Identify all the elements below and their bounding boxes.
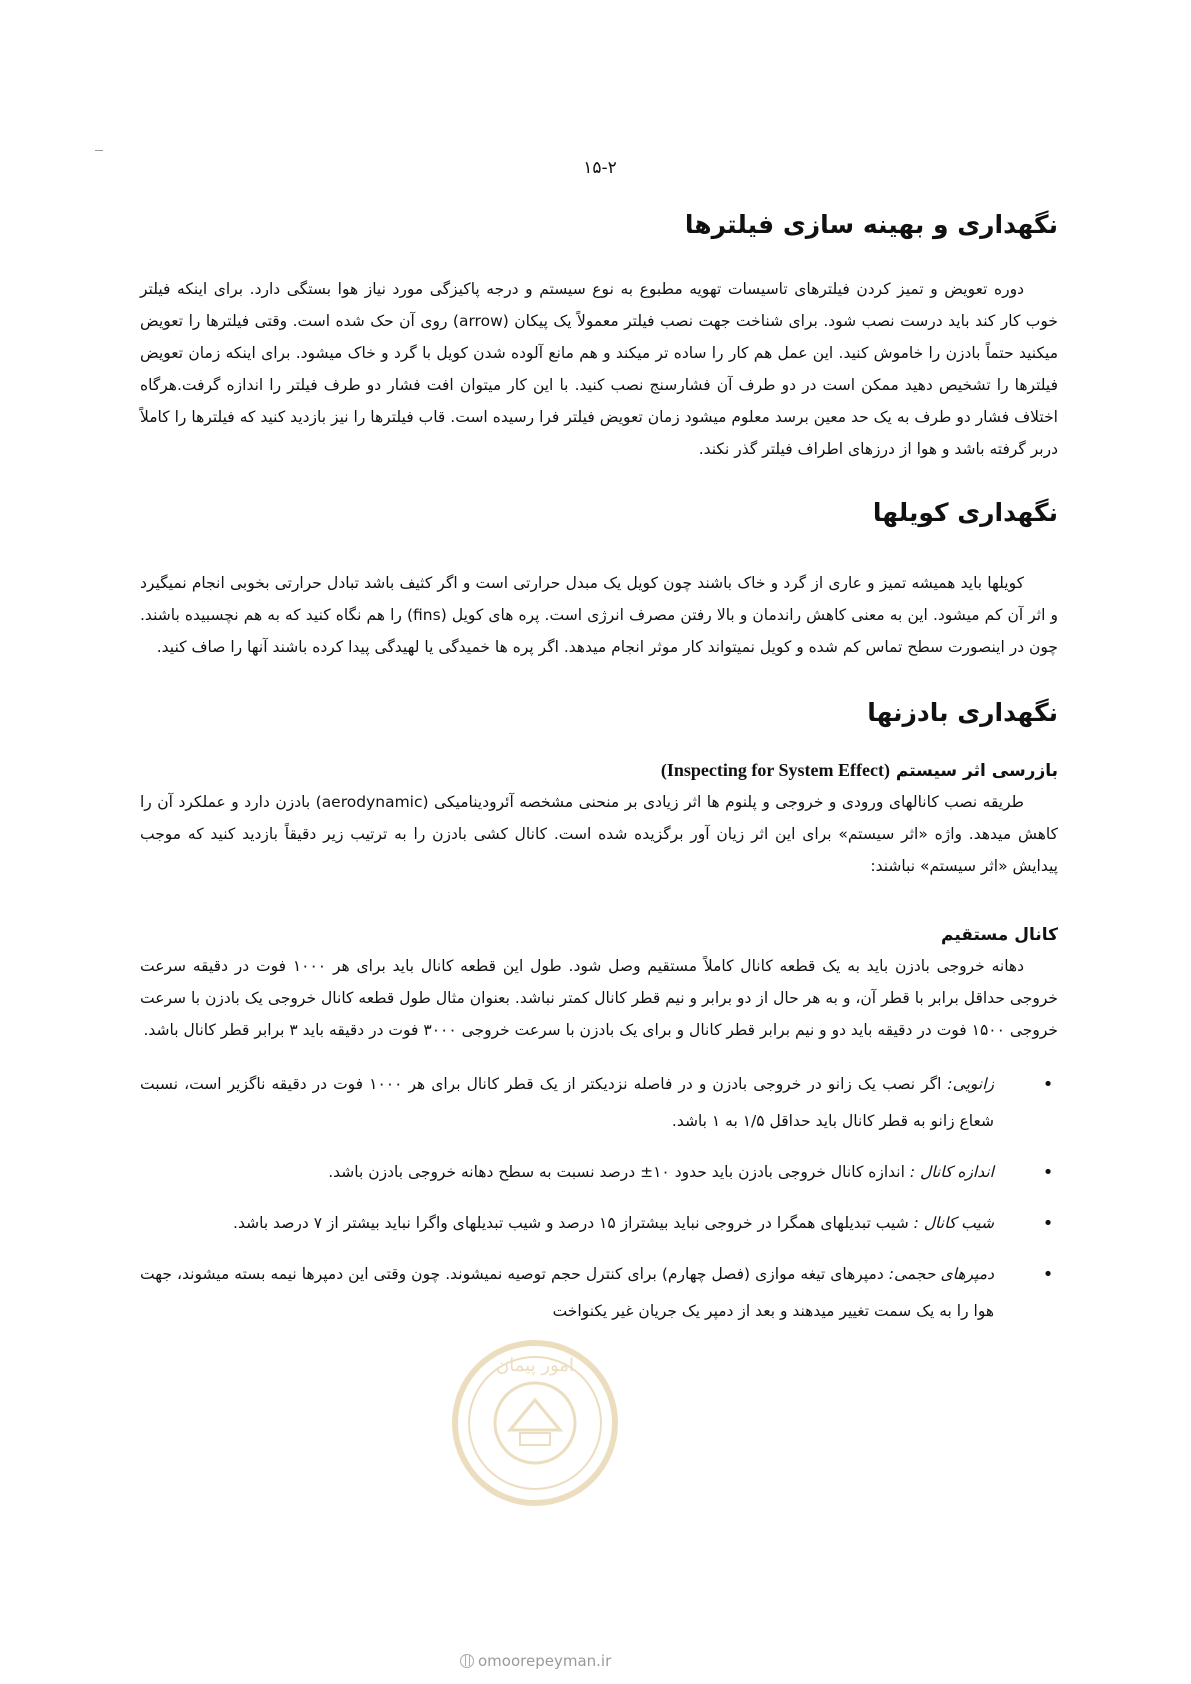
margin-mark	[95, 150, 103, 151]
list-item	[140, 1256, 1058, 1330]
subheading-system-effect-en: (Inspecting for System Effect)	[660, 760, 890, 780]
watermark-url	[460, 1652, 611, 1670]
list-item-term: دمپرهای حجمی:	[888, 1265, 994, 1283]
fan-inspection-list	[140, 1066, 1058, 1330]
heading-filters: نگهداری و بهینه سازی فیلترها	[684, 210, 1058, 239]
bullet-dot: •	[1042, 1162, 1054, 1183]
list-item-text: اندازه کانال خروجی بادزن باید حدود ۱۰± درصد نسبت به سطح دهانه خروجی بادزن باشد.	[328, 1163, 910, 1181]
paragraph-coils: کویلها باید همیشه تمیز و عاری از گرد و خاک باشند چون کویل یک مبدل حرارتی است و اگر کثیف باشد تبادل حرارتی بخوبی انجام نمیگیرد و اثر آن کم میشود. این به معنی کاهش راندمان و بالا رفتن مصرف انرژی است. پره های کویل (fins) را هم نگاه کنید که به هم نچسبیده باشند. چون در اینصورت سطح تماس کم شده و کویل نمیتواند کار موثر انجام میدهد. اگر پره ها خمیدگی یا لهیدگی پیدا کرده باشند آنها را صاف کنید.	[140, 574, 1058, 656]
list-item	[140, 1066, 1058, 1140]
list-item-text: اگر نصب یک زانو در خروجی بادزن و در فاصله نزدیکتر از یک قطر کانال برای هر ۱۰۰۰ فوت در دقیقه ناگزیر است، نسبت شعاع زانو به قطر کانال باید حداقل ۱/۵ به ۱ باشد.	[140, 1075, 994, 1130]
list-item-term: شیب کانال :	[913, 1214, 994, 1232]
list-item	[140, 1205, 1058, 1242]
bullet-dot: •	[1042, 1264, 1054, 1285]
paragraph-filters: دوره تعویض و تمیز کردن فیلترهای تاسیسات تهویه مطبوع به نوع سیستم و درجه پاکیزگی مورد نیاز هوا بستگی دارد. برای اینکه فیلتر خوب کار کند باید درست نصب شود. برای شناخت جهت نصب فیلتر معمولاً یک پیکان (arrow) روی آن حک شده است. وقتی فیلترها را تعویض میکنید حتماً بادزن را خاموش کنید. این عمل هم کار را ساده تر میکند و هم مانع آلوده شدن کویل با گرد و خاک میشود. برای اینکه زمان تعویض فیلترها را تشخیص دهید ممکن است در دو طرف آن فشارسنج نصب کنید. با این کار میتوان افت فشار دو طرف فیلتر را اندازه گرفت.هرگاه اختلاف فشار دو طرف به یک حد معین برسد معلوم میشود زمان تعویض فیلتر فرا رسیده است. قاب فیلترها را نیز بازدید کنید که فیلترها را کاملاً دربر گرفته باشد و هوا از درزهای اطراف فیلتر گذر نکند.	[140, 280, 1058, 458]
globe-icon	[460, 1654, 474, 1668]
list-item-text: دمپرهای تیغه موازی (فصل چهارم) برای کنترل حجم توصیه نمیشوند. چون وقتی این دمپرها نیمه بسته میشوند، جهت هوا را به یک سمت تغییر میدهند و بعد از دمپر یک جریان غیر یکنواخت	[140, 1265, 994, 1320]
list-item	[140, 1154, 1058, 1191]
page-content	[140, 205, 1058, 1330]
page-number: ۱۵-۲	[583, 158, 617, 178]
stamp-text: امور پیمان	[496, 1355, 574, 1376]
heading-straight-duct: کانال مستقیم	[941, 925, 1058, 945]
heading-coils: نگهداری کویلها	[872, 498, 1058, 527]
subheading-system-effect-fa: بازرسی اثر سیستم	[895, 761, 1058, 781]
list-item-text: شیب تبدیلهای همگرا در خروجی نباید بیشتراز ۱۵ درصد و شیب تبدیلهای واگرا نباید بیشتر از ۷ درصد باشد.	[233, 1214, 914, 1232]
list-item-term: زانویی:	[947, 1075, 994, 1093]
bullet-dot: •	[1042, 1213, 1054, 1234]
paragraph-straight-duct: دهانه خروجی بادزن باید به یک قطعه کانال کاملاً مستقیم وصل شود. طول این قطعه کانال باید برای هر ۱۰۰۰ فوت در دقیقه سرعت خروجی حداقل برابر با قطر آن، و به هر حال از دو برابر و نیم قطر کانال کمتر نباشد. بعنوان مثال طول قطعه کانال خروجی یک بادزن با سرعت خروجی ۱۵۰۰ فوت در دقیقه باید دو و نیم برابر قطر کانال و برای یک بادزن با سرعت خروجی ۳۰۰۰ فوت در دقیقه باید ۳ برابر قطر کانال باشد.	[140, 957, 1058, 1039]
subheading-system-effect	[140, 755, 1058, 786]
bullet-dot: •	[1042, 1074, 1054, 1095]
heading-fans: نگهداری بادزنها	[867, 698, 1058, 727]
list-item-term: اندازه کانال :	[909, 1163, 994, 1181]
stamp-watermark	[450, 1335, 620, 1510]
paragraph-fans: طریقه نصب کانالهای ورودی و خروجی و پلنوم ها اثر زیادی بر منحنی مشخصه آئرودینامیکی (aerodynamic) بادزن دارد و عملکرد آن را کاهش میدهد. واژه «اثر سیستم» برای این اثر زیان آور برگزیده شده است. کانال کشی بادزن را به ترتیب زیر دقیقاً بازدید کنید که موجب پیدایش «اثر سیستم» نباشند:	[140, 793, 1058, 875]
watermark-url-text: omoorepeyman.ir	[478, 1652, 612, 1670]
